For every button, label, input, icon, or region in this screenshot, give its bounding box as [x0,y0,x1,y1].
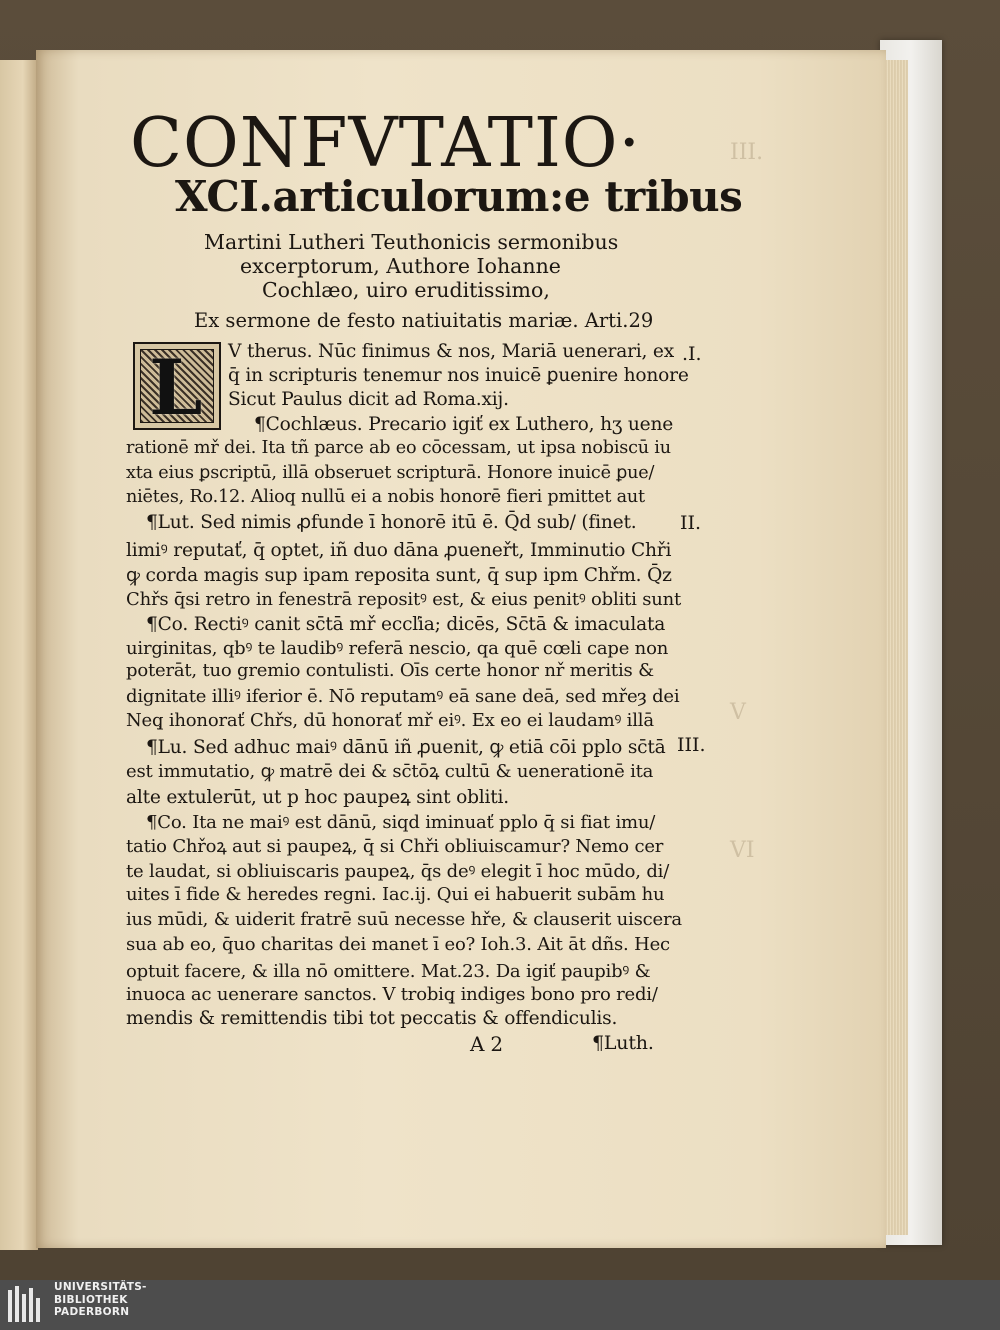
footer-bar [0,1280,1000,1330]
page-subtitle: XCI.articulorum:e tribus [175,172,743,221]
text-line: niētes, Ro.12. Alioq nullū ei a nobis honorē fieri pmittet aut [126,487,645,507]
text-line: tatio Chřoꝝ aut si paupeꝝ, q̄ si Chři obliuiscamur? Nemo cer [126,836,664,857]
text-line: dignitate illiꝰ iferior ē. Nō reputamꝰ eā sane deā, sed mřeȝ dei [126,686,680,707]
library-name-line: PADERBORN [54,1306,130,1318]
show-through-numeral: V [730,700,746,725]
margin-numeral: II. [680,512,702,534]
library-name-line: UNIVERSITÄTS- [54,1281,147,1293]
text-line: Chřs q̄si retro in fenestrā repositꝰ est, & eius penitꝰ obliti sunt [126,589,682,610]
library-name-line: BIBLIOTHEK [54,1293,128,1306]
library-logo-icon [6,1284,48,1326]
left-page-edge [0,60,38,1250]
source-heading: Ex sermone de festo natiuitatis mariæ. Arti.29 [194,309,654,332]
margin-numeral: III. [677,734,706,756]
text-line: ꝙ corda magis sup ipam reposita sunt, q̄ sup ipm Chřm. Q̄z [126,565,672,586]
text-line: est immutatio, ꝙ matrē dei & sc̄tōꝝ cultū & uenerationē ita [126,761,654,782]
author-line: Martini Lutheri Teuthonicis sermonibus [204,230,619,254]
text-line: ¶Cochlæus. Precario igiť ex Luthero, hʒ uene [254,414,674,435]
text-line: V therus. Nūc finimus & nos, Mariā uenerari, ex [228,341,675,362]
show-through-numeral: VI [730,838,755,863]
text-line: uirginitas, qbꝰ te laudibꝰ referā nescio, qa quē cœli cape non [126,638,669,659]
text-line: poterāt, tuo gremio contulisti. Oīs certe honor nř meritis & [126,660,654,681]
author-line: excerptorum, Authore Iohanne [240,254,561,278]
text-line: rationē mř dei. Ita tñ parce ab eo cōcessam, ut ipsa nobiscū iu [126,438,671,458]
text-line: te laudat, si obliuiscaris paupeꝝ, q̄s deꝰ elegit ī hoc mūdo, di/ [126,861,670,882]
text-line: xta eius ꝑscriptū, illā obseruet scripturā. Honore inuicē ꝑue/ [126,463,655,483]
drop-cap-letter: L [149,343,203,432]
page-title: CONFVTATIO· [130,104,642,183]
text-line: ¶Co. Ita ne maiꝰ est dānū, siqd iminuať pplo q̄ si fiat imu/ [146,812,656,833]
decorated-initial [133,342,221,430]
text-line: sua ab eo, q̄uo charitas dei manet ī eo? Ioh.3. Ait āt dñs. Hec [126,934,670,955]
text-line: limiꝰ reputať, q̄ optet, iñ duo dāna ꝓueneřt, Imminutio Chři [126,540,672,561]
text-line: uites ī fide & heredes regni. Iac.ij. Qui ei habuerit subām hu [126,884,665,905]
text-line: ¶Lu. Sed adhuc maiꝰ dānū iñ ꝓuenit, ꝙ etiā cōi pplo sc̄tā [146,737,666,758]
text-line: alte extulerūt, ut p hoc paupeꝝ sint obliti. [126,787,510,808]
catchword: ¶Luth. [592,1032,654,1054]
show-through-numeral: III. [730,140,764,165]
text-line: ¶Co. Rectiꝰ canit sc̄tā mř eccľia; dicēs, Sc̄tā & imaculata [146,614,666,635]
text-line: inuoca ac uenerare sanctos. V trobiq̧ indiges bono pro redi/ [126,984,658,1005]
text-line: Neq̧ ihonorať Chřs, dū honorať mř eiꝰ. Ex eo ei laudamꝰ illā [126,710,654,731]
text-line: q̄ in scripturis tenemur nos inuicē ꝑuenire honore [228,365,689,386]
text-line: Sicut Paulus dicit ad Roma.xij. [228,389,509,410]
text-line: ius mūdi, & uiderit fratrē suū necesse hře, & clauserit uiscera [126,909,682,930]
author-line: Cochlæo, uiro eruditissimo, [262,278,550,302]
margin-numeral: .I. [682,343,702,365]
signature-mark: A 2 [470,1032,503,1056]
text-line: optuit facere, & illa nō omittere. Mat.23. Da igiť paupibꝰ & [126,961,651,982]
library-name [54,1281,147,1319]
text-line: mendis & remittendis tibi tot peccatis & offendiculis. [126,1008,618,1029]
text-line: ¶Lut. Sed nimis ꝓfunde ī honorē itū ē. Q̄d sub/ (finet. [146,512,637,533]
